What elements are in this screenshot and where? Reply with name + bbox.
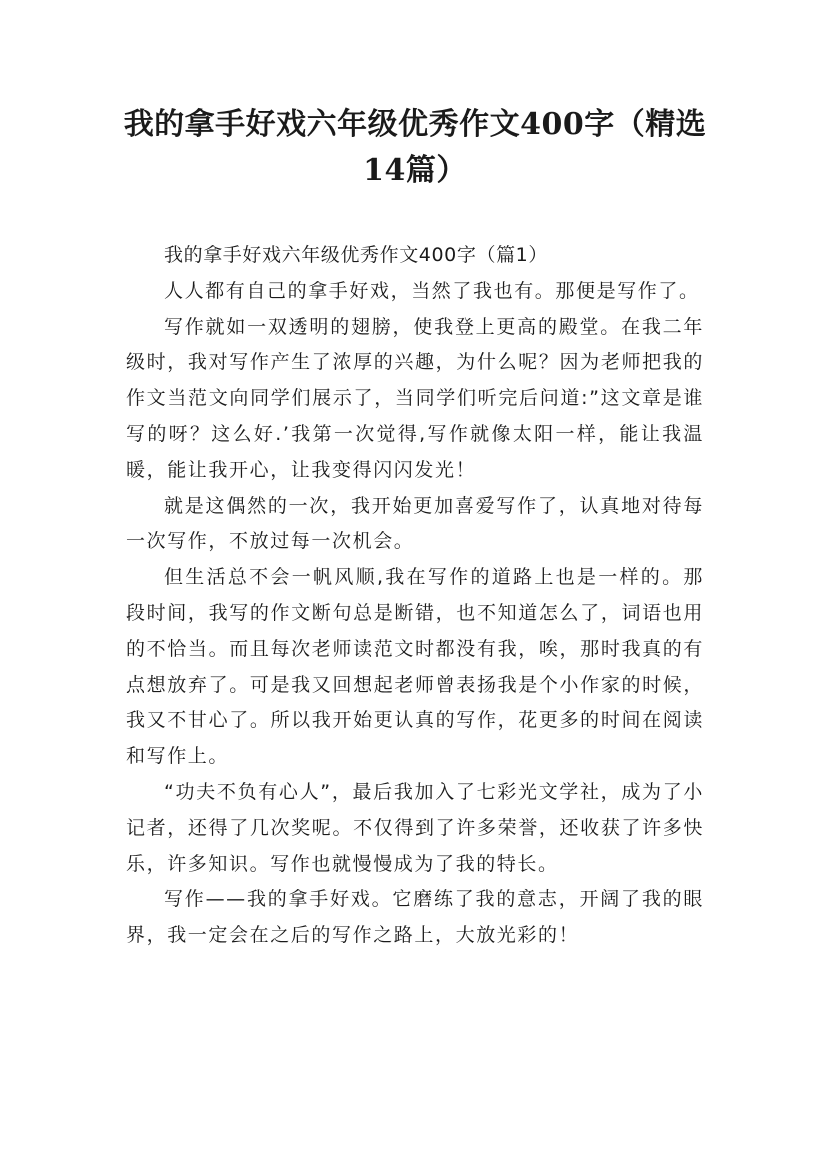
paragraph: “功夫不负有心人”，最后我加入了七彩光文学社，成为了小记者，还得了几次奖呢。不仅得到了许多荣誉，还收获了许多快乐，许多知识。写作也就慢慢成为了我的特长。 [126,780,704,875]
paragraph: 就是这偶然的一次，我开始更加喜爱写作了，认真地对待每一次写作，不放过每一次机会。 [126,494,704,553]
section-heading: 我的拿手好戏六年级优秀作文400字（篇1） [164,244,548,266]
paragraph: 写作——我的拿手好戏。它磨练了我的意志，开阔了我的眼界，我一定会在之后的写作之路上，大放光彩的！ [126,888,704,947]
paragraph: 写作就如一双透明的翅膀，使我登上更高的殿堂。在我二年级时，我对写作产生了浓厚的兴趣，为什么呢？因为老师把我的作文当范文向同学们展示了，当同学们听完后问道:”这文章是谁写的呀？这么好.’我第一次觉得,写作就像太阳一样，能让我温暖，能让我开心，让我变得闪闪发光！ [126,315,704,481]
paragraph: 但生活总不会一帆风顺,我在写作的道路上也是一样的。那段时间，我写的作文断句总是断错，也不知道怎么了，词语也用的不恰当。而且每次老师读范文时都没有我，唉，那时我真的有点想放弃了。可是我又回想起老师曾表扬我是个小作家的时候，我又不甘心了。所以我开始更认真的写作，花更多的时间在阅读和写作上。 [126,566,704,768]
document-title: 我的拿手好戏六年级优秀作文400字（精选14篇） [123,107,707,188]
article-body [126,238,704,954]
paragraph: 人人都有自己的拿手好戏，当然了我也有。那便是写作了。 [164,279,700,302]
